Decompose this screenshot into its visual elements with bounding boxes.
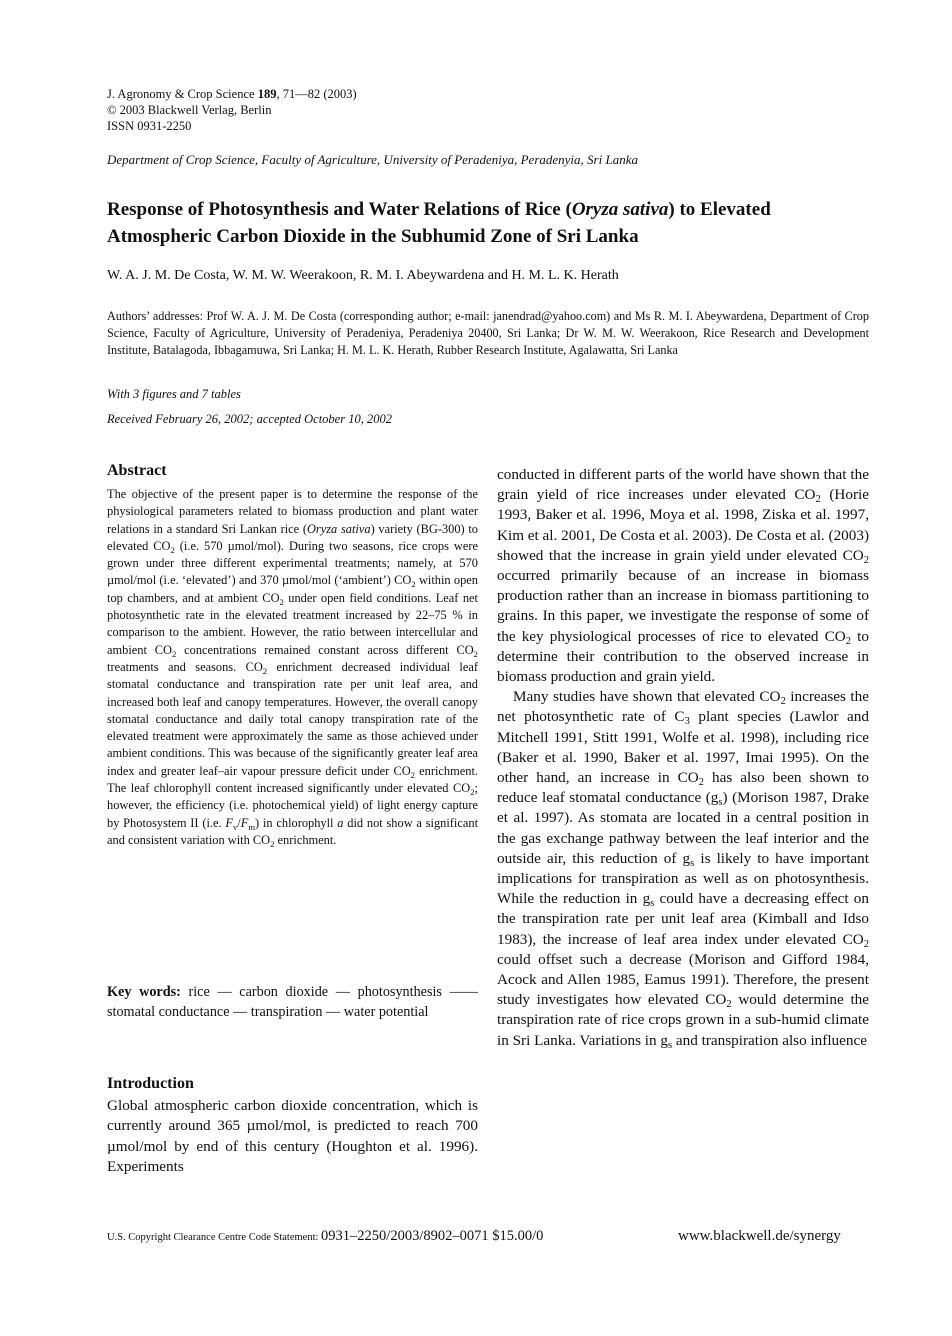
journal-line: J. Agronomy & Crop Science 189, 71—82 (2003) [107, 87, 357, 101]
right-column-body [497, 465, 869, 1051]
abstract-body: The objective of the present paper is to determine the response of the physiological parameters related to biomass production and plant water relations in a standard Sri Lankan rice (Oryza sativa) variety (BG-300) to elevated $CO_2$ (i.e. 570 µmol/mol). During two seasons, rice crops were grown under three different experimental treatments; namely, at 570 µmol/mol (i.e. ‘elevated’) and 370 µmol/mol (‘ambient’) $CO_2$ within open top chambers, and at ambient $CO_2$ under open field conditions. Leaf net photosynthetic rate in the elevated treatment increased by 22–75 % in comparison to the ambient. However, the ratio between intercellular and ambient $CO_2$ concentrations remained constant across different $CO_2$ treatments and seasons. $CO_2$ enrichment decreased individual leaf stomatal conductance and transpiration rate per unit leaf area, and increased both leaf and canopy temperatures. However, the overall canopy stomatal conductance and daily total canopy transpiration rate of the elevated treatment were approximately the same as those achieved under ambient conditions. This was because of the significantly greater leaf area index and greater leaf–air vapour pressure deficit under $CO_2$ enrichment. The leaf chlorophyll content increased significantly under elevated $CO_2$; however, the efficiency (i.e. photochemical yield) of light energy capture by Photosystem II (i.e. $F_v/F_m$) in chlorophyll a did not show a significant and consistent variation with $CO_2$ enrichment. [107, 487, 479, 849]
introduction-body: Global atmospheric carbon dioxide concentration, which is currently around 365 µmol/mol, is predicted to reach 700 µmol/mol by end of this century (Houghton et al. 1996). Experiments [107, 1097, 478, 1175]
author-addresses: Authors’ addresses: Prof W. A. J. M. De Costa (corresponding author; e-mail: janendrad@yahoo.com) and Ms R. M. I. Abeywardena, Department of Crop Science, Faculty of Agriculture, University of Peradeniya, Peradeniya 20400, Sri Lanka; Dr W. M. W. Weerakoon, Rice Research and Development Institute, Batalagoda, Ibbagamuwa, Sri Lanka; H. M. L. K. Herath, Rubber Research Institute, Agalawatta, Sri Lanka [107, 309, 869, 357]
author-list: W. A. J. M. De Costa, W. M. W. Weerakoon, R. M. I. Abeywardena and H. M. L. K. Herath [107, 268, 619, 283]
keywords-label: Key words: [107, 984, 181, 1000]
paper-title: Response of Photosynthesis and Water Relations of Rice (Oryza sativa) to Elevated Atmospheric Carbon Dioxide in the Subhumid Zone of Sri Lanka [107, 199, 771, 247]
received-dates: Received February 26, 2002; accepted October 10, 2002 [107, 412, 392, 426]
issn-line: ISSN 0931-2250 [107, 119, 192, 133]
introduction-heading: Introduction [107, 1075, 194, 1092]
keywords-text: rice — carbon dioxide — photosynthesis —— stomatal conductance — transpiration — water potential [107, 984, 478, 1020]
abstract-heading: Abstract [107, 462, 167, 479]
copyright-line: © 2003 Blackwell Verlag, Berlin [107, 103, 272, 117]
journal-citation [107, 86, 357, 134]
department-line: Department of Crop Science, Faculty of Agriculture, University of Peradeniya, Peradenyia, Sri Lanka [107, 152, 638, 167]
copyright-code: 0931–2250/2003/8902–0071 $15.00/0 [321, 1228, 544, 1244]
abstract-heading-block [107, 462, 478, 480]
paragraph-2: Many studies have shown that elevated $CO_2$ increases the net photosynthetic rate of $C_3$ plant species (Lawlor and Mitchell 1991, Stitt 1991, Wolfe et al. 1998), including rice (Baker et al. 1990, Baker et al. 1997, Imai 1995). On the other hand, an increase in $CO_2$ has also been shown to reduce leaf stomatal conductance $(g_s)$ (Morison 1987, Drake et al. 1997). As stomata are located in a central position in the gas exchange pathway between the leaf interior and the outside air, this reduction of $g_s$ is likely to have important implications for transpiration as well as on photosynthesis. While the reduction in $g_s$ could have a decreasing effect on the transpiration rate per unit leaf area (Kimball and Idso 1983), the increase of leaf area index under elevated $CO_2$ could offset such a decrease (Morison and Gifford 1984, Acock and Allen 1985, Eamus 1991). Therefore, the present study investigates how elevated $CO_2$ would determine the transpiration rate of rice crops grown in a sub-humid climate in Sri Lanka. Variations in $g_s$ and transpiration also influence [497, 688, 869, 1051]
keywords [107, 982, 478, 1022]
paragraph-1: conducted in different parts of the world have shown that the grain yield of rice increases under elevated $CO_2$ (Horie 1993, Baker et al. 1996, Moya et al. 1998, Ziska et al. 1997, Kim et al. 2001, De Costa et al. 2003). De Costa et al. (2003) showed that the increase in grain yield under elevated $CO_2$ occurred primarily because of an increase in biomass production rather than an increase in biomass partitioning to grains. In this paper, we investigate the response of some of the key physiological processes of rice to elevated $CO_2$ to determine their contribution to the observed increase in biomass production and grain yield. [497, 466, 870, 686]
figures-tables-note: With 3 figures and 7 tables [107, 387, 241, 401]
introduction-heading-block [107, 1075, 478, 1093]
copyright-code-statement: U.S. Copyright Clearance Centre Code Statement: 0931–2250/2003/8902–0071 $15.00/0 [107, 1228, 544, 1244]
publisher-url[interactable]: www.blackwell.de/synergy [678, 1228, 841, 1244]
